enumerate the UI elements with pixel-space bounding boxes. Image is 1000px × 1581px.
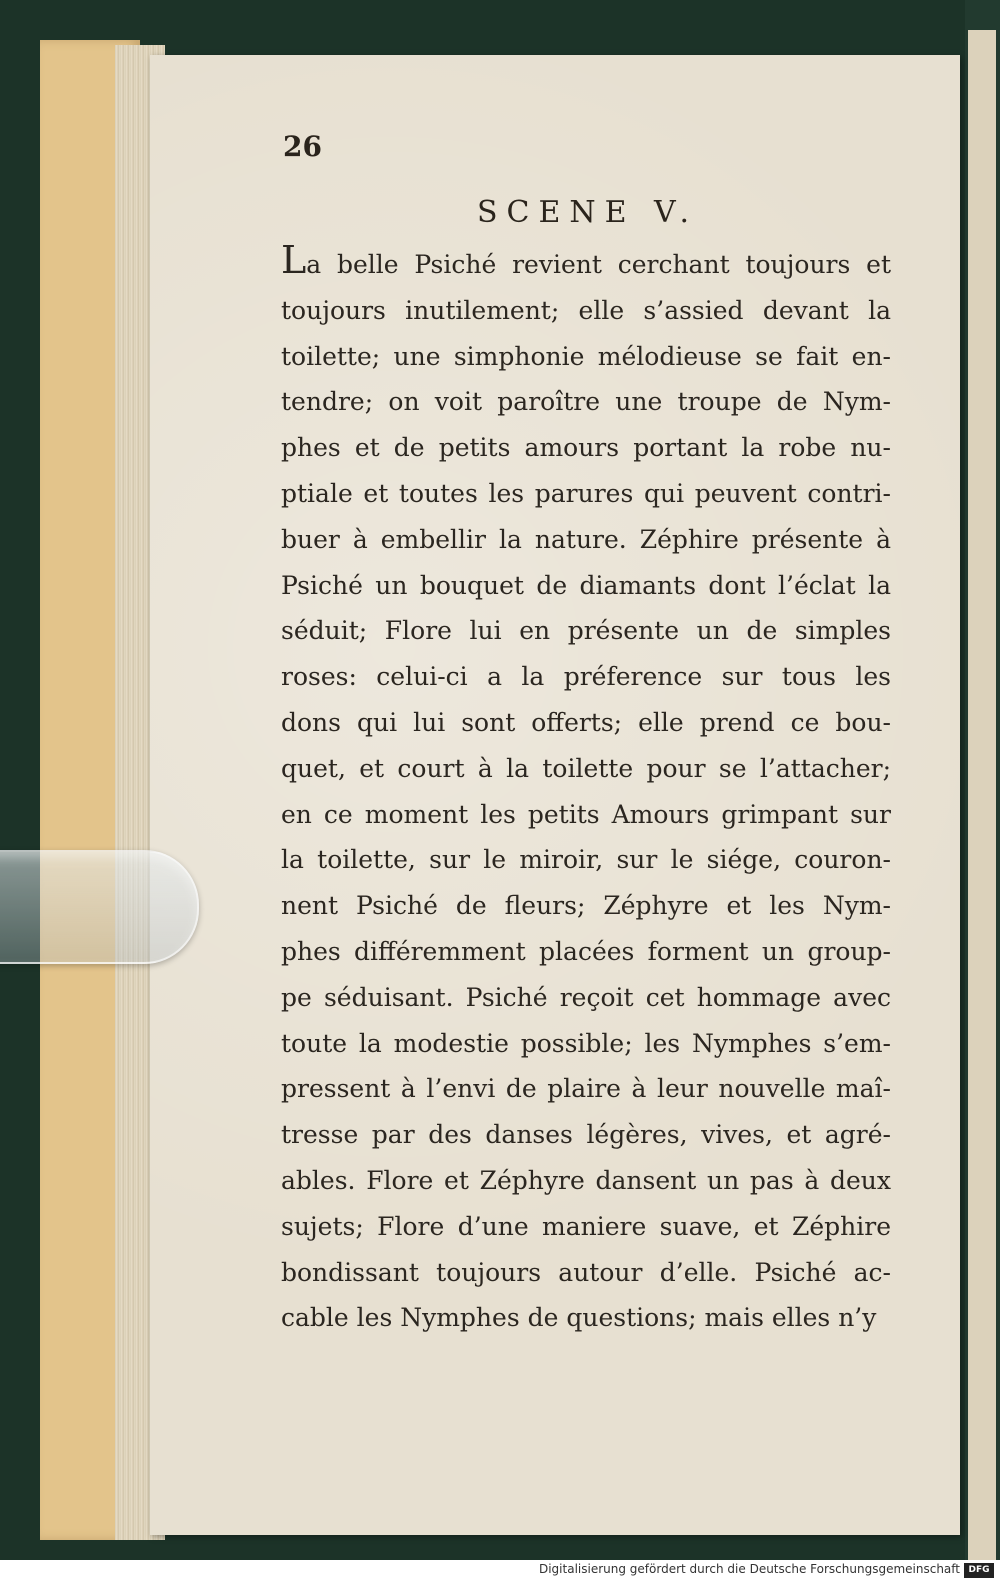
text-line: phes et de petits amours portant la robe nu-	[281, 433, 891, 463]
text-line	[281, 238, 891, 288]
text-line: roses: celui-ci a la préference sur tous les	[281, 662, 891, 692]
text-line: phes différemment placées forment un group-	[281, 936, 891, 966]
text-line: bondissant toujours autour d’elle. Psiché ac-	[281, 1257, 891, 1287]
text-line: Psiché un bouquet de diamants dont l’éclat la	[281, 570, 891, 600]
scene-title: SCENE V.	[476, 195, 699, 230]
text-line: en ce moment les petits Amours grimpant sur	[281, 799, 891, 829]
text-line: toilette; une simphonie mélodieuse se fait en-	[281, 341, 891, 371]
text-line: ables. Flore et Zéphyre dansent un pas à deux	[281, 1165, 891, 1195]
text-line: pe séduisant. Psiché reçoit cet hommage avec	[281, 982, 891, 1012]
body-text	[281, 238, 891, 1341]
page-holder-clip	[0, 850, 199, 964]
text-line: ptiale et toutes les parures qui peuvent contri-	[281, 478, 891, 508]
first-line-text: a belle Psiché revient cerchant toujours et	[306, 250, 891, 279]
text-line: tendre; on voit paroître une troupe de Nym-	[281, 387, 891, 417]
text-line: nent Psiché de fleurs; Zéphyre et les Nym-	[281, 891, 891, 921]
text-line: toute la modestie possible; les Nymphes s’em-	[281, 1028, 891, 1058]
text-line: buer à embellir la nature. Zéphire présente à	[281, 524, 891, 554]
text-line: cable les Nymphes de questions; mais elles n’y	[281, 1303, 877, 1333]
page-number: 26	[283, 130, 322, 163]
text-line: pressent à l’envi de plaire à leur nouvelle maî-	[281, 1074, 891, 1104]
footer-credit: Digitalisierung gefördert durch die Deutsche Forschungsgemeinschaft	[538, 1562, 960, 1576]
drop-cap: L	[281, 238, 307, 282]
footer-strip	[0, 1560, 1000, 1581]
text-line: tresse par des danses légères, vives, et agré-	[281, 1120, 891, 1150]
adjacent-page-edge	[968, 30, 996, 1560]
text-line: toujours inutilement; elle s’assied devant la	[281, 295, 891, 325]
text-line: sujets; Flore d’une maniere suave, et Zéphire	[281, 1211, 891, 1241]
dfg-logo: DFG	[964, 1563, 994, 1578]
text-line: séduit; Flore lui en présente un de simples	[281, 616, 891, 646]
text-line: quet, et court à la toilette pour se l’attacher;	[281, 753, 891, 783]
text-line: dons qui lui sont offerts; elle prend ce bou-	[281, 707, 891, 737]
text-line: la toilette, sur le miroir, sur le siége, couron-	[281, 845, 891, 875]
